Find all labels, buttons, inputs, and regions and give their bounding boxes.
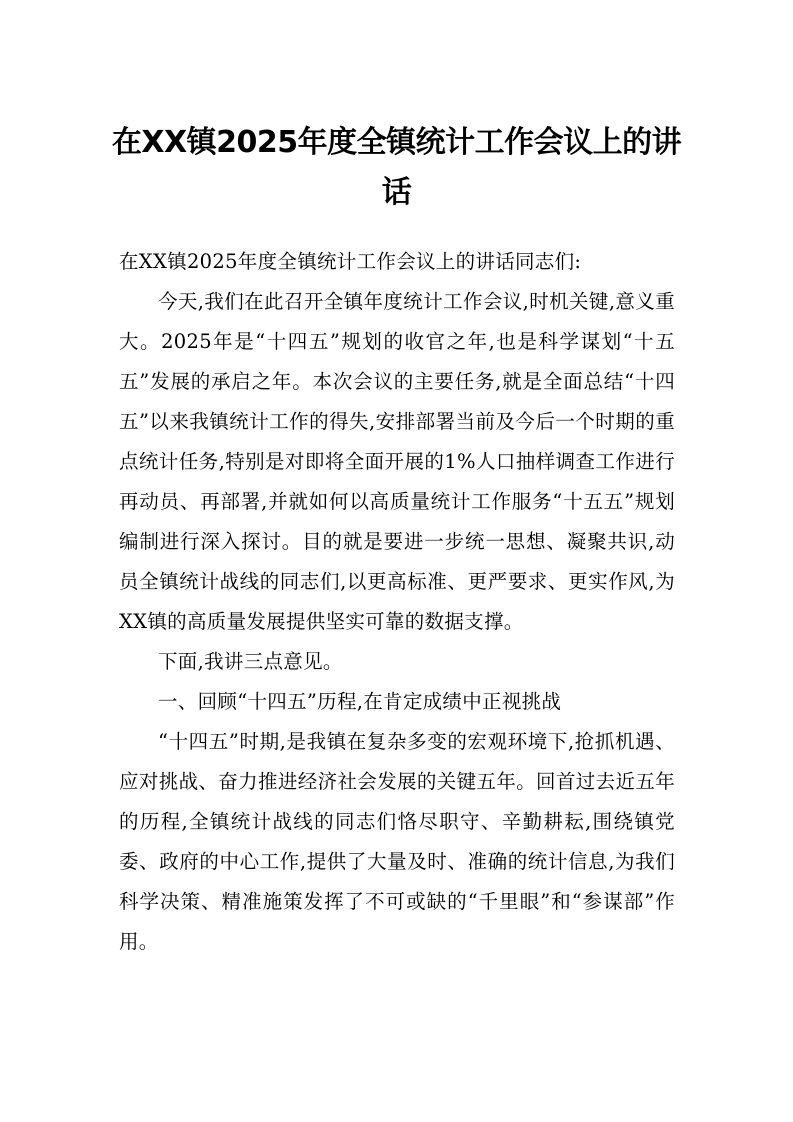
document-title: 在XX镇2025年度全镇统计工作会议上的讲话 — [111, 125, 682, 210]
document-body — [119, 242, 675, 962]
opening-paragraph: 今天,我们在此召开全镇年度统计工作会议,时机关键,意义重大。2025年是“十四五”规划的收官之年,也是科学谋划“十五五”发展的承启之年。本次会议的主要任务,就是全面总结“十四五”以来我镇统计工作的得失,安排部署当前及今后一个时期的重点统计任务,特别是对即将全面开展的1%人口抽样调查工作进行再动员、再部署,并就如何以高质量统计工作服务“十五五”规划编制进行深入探讨。目的就是要进一步统一思想、凝聚共识,动员全镇统计战线的同志们,以更高标准、更严要求、更实作风,为XX镇的高质量发展提供坚实可靠的数据支撑。 — [119, 290, 675, 633]
review-paragraph: “十四五”时期,是我镇在复杂多变的宏观环境下,抢抓机遇、应对挑战、奋力推进经济社会发展的关键五年。回首过去近五年的历程,全镇统计战线的同志们恪尽职守、辛勤耕耘,围绕镇党委、政府的中心工作,提供了大量及时、准确的统计信息,为我们科学决策、精准施策发挥了不可或缺的“千里眼”和“参谋部”作用。 — [119, 730, 675, 953]
salutation-paragraph: 在XX镇2025年度全镇统计工作会议上的讲话同志们: — [119, 250, 582, 273]
transition-paragraph: 下面,我讲三点意见。 — [158, 650, 343, 673]
section-heading-one: 一、回顾“十四五”历程,在肯定成绩中正视挑战 — [158, 690, 562, 713]
